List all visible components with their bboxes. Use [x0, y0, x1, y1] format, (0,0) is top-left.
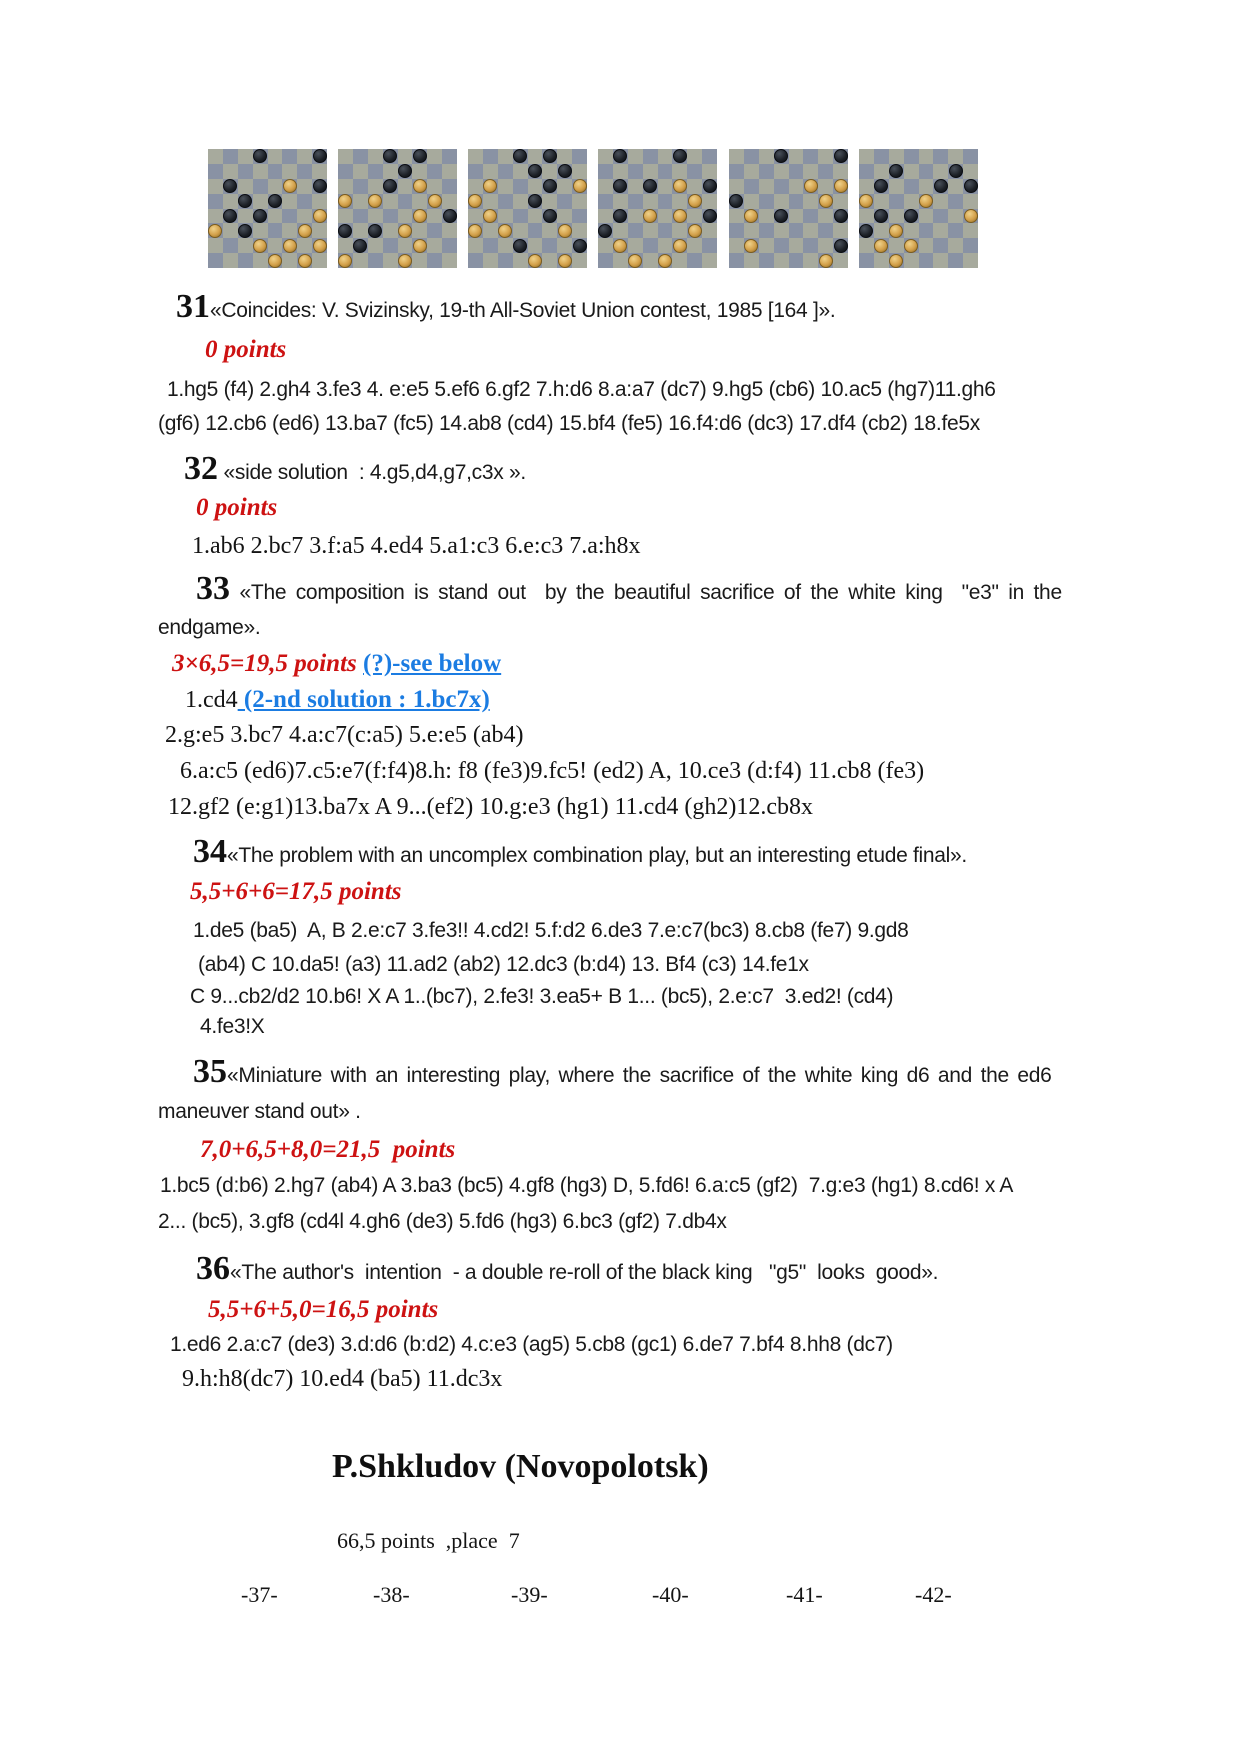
- diagram-number-label: -38-: [373, 1582, 410, 1607]
- text-segment: 1.ed6 2.a:c7 (de3) 3.d:d6 (b:d2) 4.c:e3 (ag5) 5.cb8 (gc1) 6.de7 7.bf4 8.hh8 (dc7): [170, 1333, 893, 1356]
- text-segment: 3×6,5=19,5 points: [172, 650, 364, 677]
- text-segment: 31: [176, 288, 210, 325]
- problem-36-solution-1: [170, 1333, 893, 1357]
- problem-35-solution-2: [158, 1210, 727, 1234]
- text-segment: 9.h:h8(dc7) 10.ed4 (ba5) 11.dc3x: [182, 1366, 503, 1392]
- text-segment: 2.g:e5 3.bc7 4.a:c7(c:a5) 5.e:e5 (ab4): [165, 722, 524, 748]
- text-segment: «The author's intention - a double re-roll of the black king "g5" looks good».: [230, 1261, 939, 1284]
- problem-36-points: [208, 1296, 438, 1324]
- text-segment: endgame».: [158, 616, 261, 639]
- diagram-number-label: -39-: [511, 1582, 548, 1607]
- inline-link[interactable]: (?)-see below: [363, 650, 502, 677]
- text-segment: «Miniature with an interesting play, where the sacrifice of the white king d6 and the ed6: [227, 1064, 1052, 1087]
- text-segment: 33: [196, 570, 230, 607]
- problem-34-solution-4: [200, 1015, 264, 1039]
- problem-33-solution-3: [180, 758, 924, 785]
- problem-33-solution-1: [185, 686, 490, 714]
- problem-31-solution-1: [167, 378, 996, 402]
- text-segment: 32: [184, 450, 218, 487]
- problem-32-heading: [184, 452, 526, 486]
- problem-34-heading: [193, 835, 967, 869]
- problem-33-heading: [196, 572, 1062, 606]
- problem-34-points: [190, 878, 402, 906]
- text-segment: 7,0+6,5+8,0=21,5 points: [200, 1136, 456, 1163]
- text-segment: 6.a:c5 (ed6)7.c5:e7(f:f4)8.h: f8 (fe3)9.fc5! (ed2) A, 10.ce3 (d:f4) 11.cb8 (fe3): [180, 758, 925, 784]
- problem-36-solution-2: [182, 1366, 502, 1393]
- text-segment: 5,5+6+5,0=16,5 points: [208, 1296, 439, 1323]
- text-segment: 2... (bc5), 3.gf8 (cd4l 4.gh6 (de3) 5.fd6 (hg3) 6.bc3 (gf2) 7.db4x: [158, 1210, 727, 1233]
- text-segment: (ab4) C 10.da5! (a3) 11.ad2 (ab2) 12.dc3 (b:d4) 13. Bf4 (c3) 14.fe1x: [198, 953, 809, 976]
- author-score: 66,5 points ,place 7: [337, 1528, 520, 1553]
- diagram-number-label: -37-: [241, 1582, 278, 1607]
- text-segment: 35: [193, 1053, 227, 1090]
- problem-35-heading: [193, 1055, 1052, 1089]
- problem-35-points: [200, 1136, 455, 1164]
- problem-31-points: [205, 336, 286, 364]
- problem-31-solution-2: [158, 412, 980, 436]
- problem-32-solution-1: [192, 533, 641, 560]
- text-segment: 0 points: [205, 336, 287, 363]
- text-segment: «Coincides: V. Svizinsky, 19-th All-Soviet Union contest, 1985 [164 ]».: [210, 299, 836, 322]
- problem-35-heading-2: [158, 1100, 361, 1124]
- problem-32-points: [196, 494, 277, 522]
- diagram-number-label: -41-: [786, 1582, 823, 1607]
- text-segment: 12.gf2 (e:g1)13.ba7x A 9...(ef2) 10.g:e3 (hg1) 11.cd4 (gh2)12.cb8x: [168, 794, 813, 820]
- text-segment: «The composition is stand out by the beautiful sacrifice of the white king "e3" in the: [230, 581, 1062, 604]
- problem-31-heading: [176, 290, 835, 324]
- text-segment: 1.de5 (ba5) A, B 2.e:c7 3.fe3!! 4.cd2! 5.f:d2 6.de3 7.e:c7(bc3) 8.cb8 (fe7) 9.gd8: [193, 919, 909, 942]
- problem-33-heading-2: [158, 616, 260, 640]
- text-segment: (gf6) 12.cb6 (ed6) 13.ba7 (fc5) 14.ab8 (cd4) 15.bf4 (fe5) 16.f4:d6 (dc3) 17.df4 (cb2) 18.fe5x: [158, 412, 980, 435]
- problem-35-solution-1: [160, 1174, 1013, 1198]
- problem-33-solution-4: [168, 794, 813, 821]
- text-segment: maneuver stand out» .: [158, 1100, 361, 1123]
- problem-34-solution-1: [193, 919, 909, 943]
- problem-34-solution-3: [190, 985, 893, 1009]
- text-segment: 1.hg5 (f4) 2.gh4 3.fe3 4. e:e5 5.ef6 6.gf2 7.h:d6 8.a:a7 (dc7) 9.hg5 (cb6) 10.ac5 (hg7)11.gh6: [167, 378, 996, 401]
- diagram-number-label: -40-: [652, 1582, 689, 1607]
- text-segment: 4.fe3!X: [200, 1015, 265, 1038]
- diagram-number-label: -42-: [915, 1582, 952, 1607]
- text-segment: «The problem with an uncomplex combination play, but an interesting etude final».: [227, 844, 967, 867]
- author-heading: P.Shkludov (Novopolotsk): [332, 1448, 709, 1485]
- text-segment: 1.bc5 (d:b6) 2.hg7 (ab4) A 3.ba3 (bc5) 4.gf8 (hg3) D, 5.fd6! 6.a:c5 (gf2) 7.g:e3 (hg1) 8.cd6! x A: [160, 1174, 1014, 1197]
- text-segment: «side solution : 4.g5,d4,g7,c3x ».: [218, 461, 526, 484]
- text-segment: 36: [196, 1250, 230, 1287]
- text-segment: C 9...cb2/d2 10.b6! X A 1..(bc7), 2.fe3! 3.ea5+ B 1... (bc5), 2.e:c7 3.ed2! (cd4): [190, 985, 894, 1008]
- text-segment: 1.cd4: [185, 687, 238, 713]
- text-segment: 1.ab6 2.bc7 3.f:a5 4.ed4 5.a1:c3 6.e:c3 7.a:h8x: [192, 533, 641, 559]
- text-segment: 5,5+6+6=17,5 points: [190, 878, 402, 905]
- problem-34-solution-2: [198, 953, 809, 977]
- inline-link[interactable]: (2-nd solution : 1.bc7x): [237, 686, 490, 713]
- text-segment: 0 points: [196, 494, 278, 521]
- problem-36-heading: [196, 1252, 938, 1286]
- text-segment: 34: [193, 833, 227, 870]
- problem-33-solution-2: [165, 722, 524, 749]
- problem-33-points: [172, 650, 501, 678]
